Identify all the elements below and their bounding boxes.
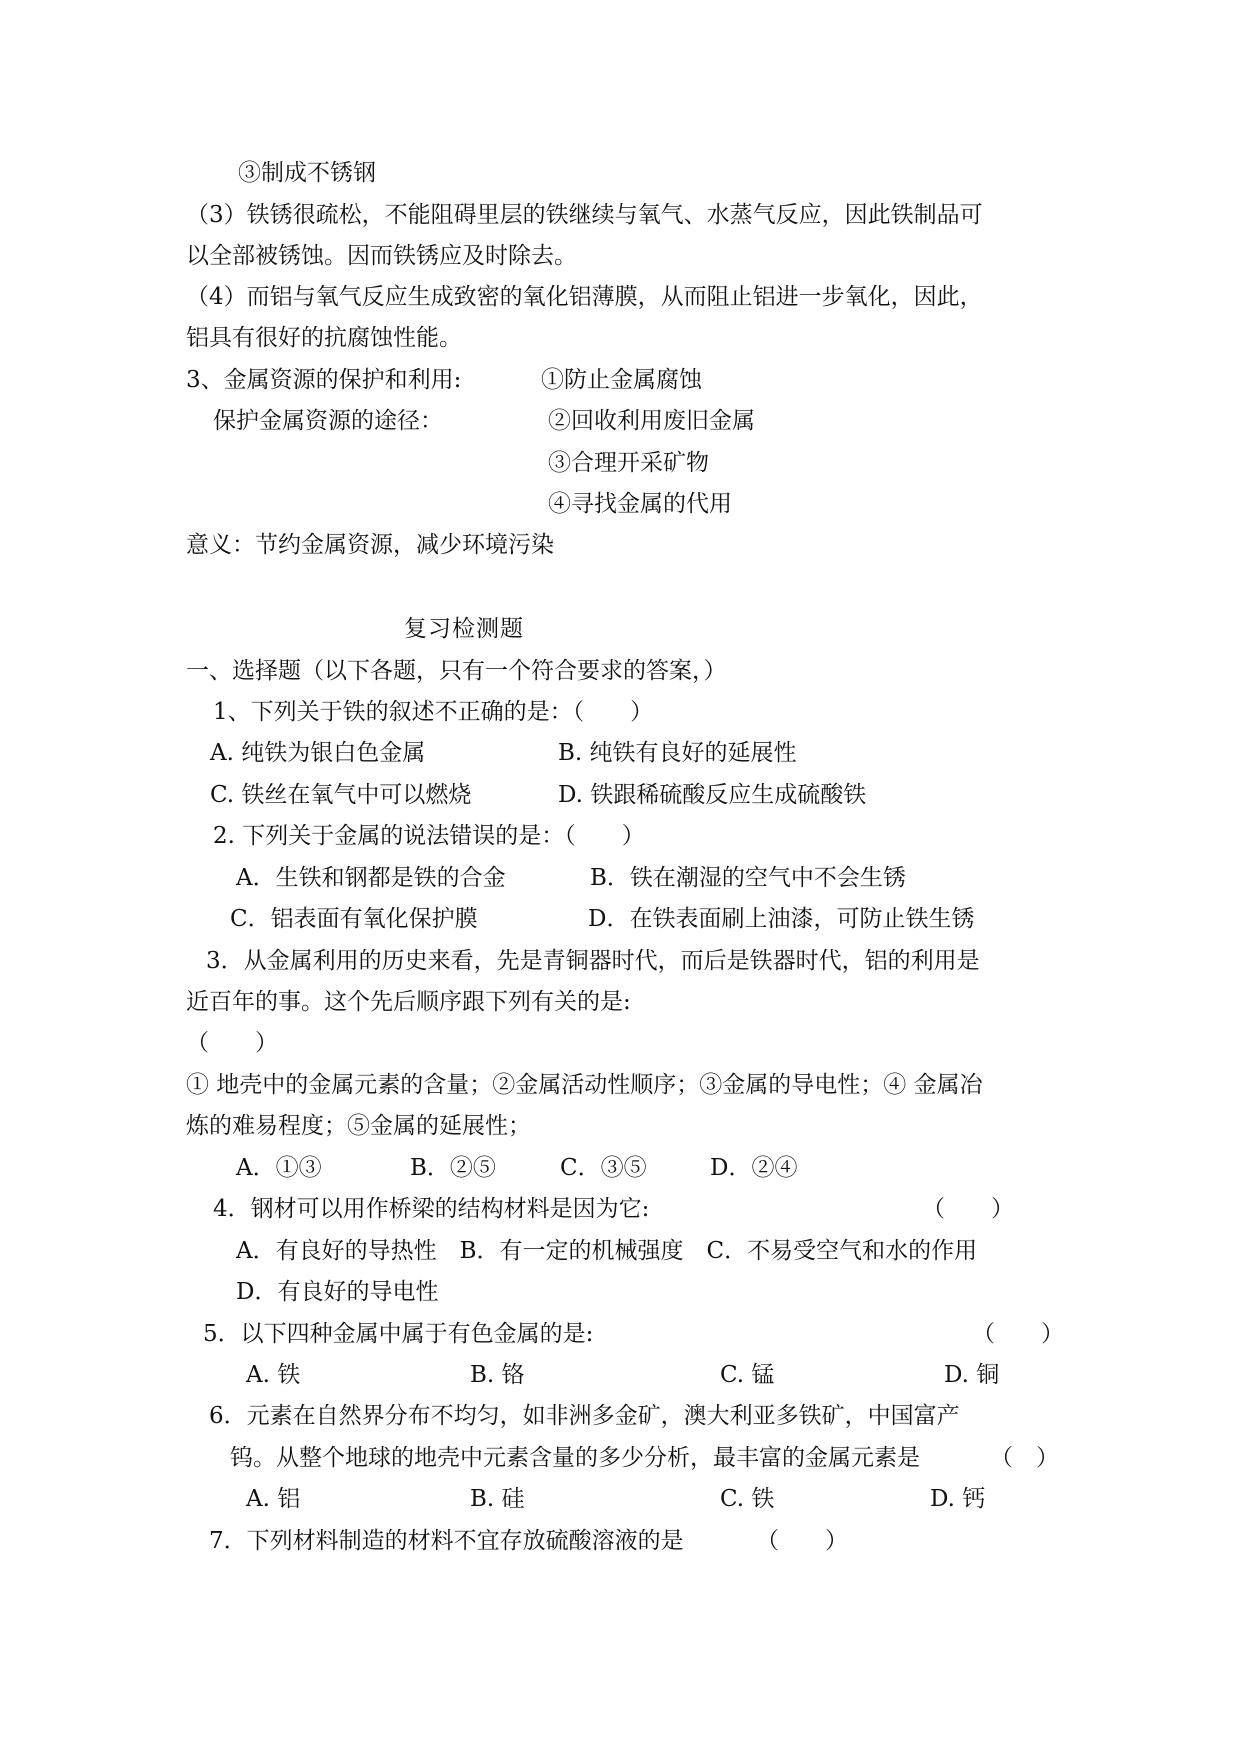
rust-prevention-method-3: ③制成不锈钢 — [238, 160, 376, 186]
question-1-option-b: B. 纯铁有良好的延展性 — [558, 740, 797, 766]
protection-way-4: ④寻找金属的代用 — [548, 491, 732, 517]
protection-way-2: ②回收利用废旧金属 — [548, 408, 755, 434]
question-3-option-c: C．③⑤ — [560, 1155, 647, 1181]
review-title: 复习检测题 — [404, 616, 524, 642]
question-1-option-a: A. 纯铁为银白色金属 — [210, 740, 426, 766]
question-2-option-c: C．铝表面有氧化保护膜 — [230, 906, 478, 932]
question-5-option-b: B. 铬 — [470, 1362, 525, 1388]
question-6-option-a: A. 铝 — [246, 1486, 301, 1512]
question-3-option-d: D．②④ — [710, 1155, 798, 1181]
question-2-option-d: D．在铁表面刷上油漆，可防止铁生锈 — [588, 906, 975, 932]
question-1-option-c: C. 铁丝在氧气中可以燃烧 — [210, 782, 472, 808]
protection-way-3: ③合理开采矿物 — [548, 450, 709, 476]
question-3-factors-line-1: ① 地壳中的金属元素的含量；②金属活动性顺序；③金属的导电性；④ 金属冶 — [186, 1072, 983, 1098]
question-5-option-d: D. 铜 — [944, 1362, 1000, 1388]
protection-ways-label: 保护金属资源的途径： — [213, 408, 443, 434]
question-2-option-b: B．铁在潮湿的空气中不会生锈 — [590, 865, 906, 891]
resources-meaning: 意义：节约金属资源，减少环境污染 — [186, 532, 554, 558]
question-3-answer-paren: （ ） — [186, 1030, 278, 1056]
section-1-heading: 一、选择题（以下各题，只有一个符合要求的答案，） — [186, 658, 727, 684]
question-7-stem: 7．下列材料制造的材料不宜存放硫酸溶液的是 — [209, 1528, 684, 1554]
question-4-option-d: D．有良好的导电性 — [236, 1279, 439, 1305]
paragraph-3-line-1: （3）铁锈很疏松，不能阻碍里层的铁继续与氧气、水蒸气反应，因此铁制品可 — [186, 202, 983, 228]
question-3-option-a: A．①③ — [236, 1155, 322, 1181]
question-6-option-c: C. 铁 — [720, 1486, 775, 1512]
protection-way-1: ①防止金属腐蚀 — [541, 367, 702, 393]
question-6-option-d: D. 钙 — [930, 1486, 986, 1512]
question-3-stem-line-1: 3．从金属利用的历史来看，先是青铜器时代，而后是铁器时代，铝的利用是 — [206, 948, 980, 974]
resources-heading: 3、金属资源的保护和利用: — [186, 367, 462, 393]
question-1-stem: 1、下列关于铁的叙述不正确的是：（ ） — [213, 699, 654, 725]
question-2-stem: 2. 下列关于金属的说法错误的是：（ ） — [213, 823, 645, 849]
question-5-option-c: C. 锰 — [720, 1362, 775, 1388]
question-4-stem: 4．钢材可以用作桥梁的结构材料是因为它: — [213, 1196, 650, 1222]
question-6-option-b: B. 硅 — [470, 1486, 525, 1512]
question-7-answer-paren: （ ） — [756, 1528, 848, 1554]
question-6-stem-line-1: 6．元素在自然界分布不均匀，如非洲多金矿，澳大利亚多铁矿，中国富产 — [209, 1403, 960, 1429]
question-6-stem-line-2: 钨。从整个地球的地壳中元素含量的多少分析，最丰富的金属元素是 — [230, 1445, 920, 1471]
question-6-answer-paren: （ ） — [990, 1445, 1059, 1471]
question-4-options-abc: A．有良好的导热性 B．有一定的机械强度 C．不易受空气和水的作用 — [236, 1238, 978, 1264]
question-5-stem: 5．以下四种金属中属于有色金属的是: — [203, 1321, 594, 1347]
question-3-factors-line-2: 炼的难易程度；⑤金属的延展性； — [186, 1113, 531, 1139]
question-2-option-a: A．生铁和钢都是铁的合金 — [236, 865, 506, 891]
question-5-answer-paren: （ ） — [972, 1321, 1064, 1347]
paragraph-4-line-2: 铝具有很好的抗腐蚀性能。 — [186, 325, 462, 351]
paragraph-4-line-1: （4）而铝与氧气反应生成致密的氧化铝薄膜，从而阻止铝进一步氧化，因此， — [186, 284, 983, 310]
paragraph-3-line-2: 以全部被锈蚀。因而铁锈应及时除去。 — [186, 243, 577, 269]
question-3-stem-line-2: 近百年的事。这个先后顺序跟下列有关的是: — [186, 989, 631, 1015]
question-1-option-d: D. 铁跟稀硫酸反应生成硫酸铁 — [558, 782, 867, 808]
question-3-option-b: B．②⑤ — [410, 1155, 496, 1181]
question-5-option-a: A. 铁 — [246, 1362, 301, 1388]
question-4-answer-paren: （ ） — [922, 1196, 1014, 1222]
